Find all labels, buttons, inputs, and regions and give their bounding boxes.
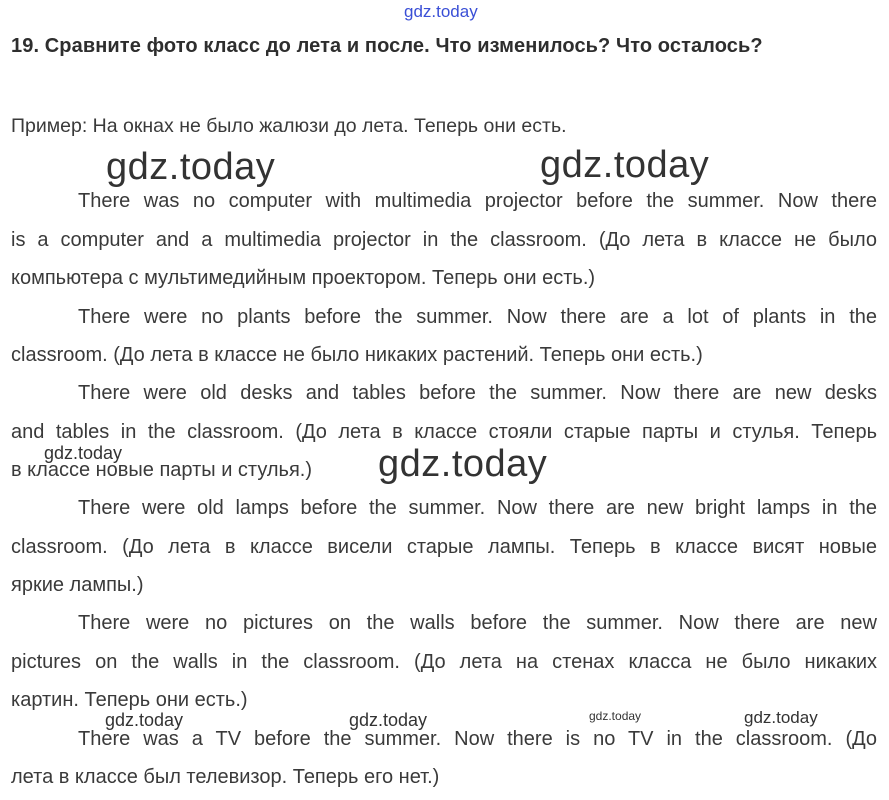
watermark-small: gdz.today — [105, 710, 184, 730]
watermark-large: gdz.today — [540, 144, 710, 186]
answer-line: There were old desks and tables before the summer. Now there are new desks — [78, 382, 877, 404]
answer-line: лета в классе был телевизор. Теперь его нет.) — [11, 766, 440, 788]
answer-line: classroom. (До лета в классе висели старые лампы. Теперь в классе висят новые — [11, 536, 877, 558]
answer-line: в классе новые парты и стулья.) — [11, 459, 313, 481]
answer-line: There was no computer with multimedia projector before the summer. Now there — [78, 190, 877, 212]
watermark-small: gdz.today — [44, 443, 123, 463]
answer-line: There were no plants before the summer. Now there are a lot of plants in the — [78, 306, 877, 328]
answer-line: There was a TV before the summer. Now there is no TV in the classroom. (До — [78, 728, 877, 750]
answer-line: and tables in the classroom. (До лета в классе стояли старые парты и стулья. Теперь — [11, 421, 877, 443]
exercise-title: 19. Сравните фото класс до лета и после. Что изменилось? Что осталось? — [11, 35, 763, 57]
watermark-large: gdz.today — [106, 146, 276, 188]
watermark-top: gdz.today — [404, 2, 478, 21]
answer-line: There were old lamps before the summer. Now there are new bright lamps in the — [78, 497, 877, 519]
example-sentence: Пример: На окнах не было жалюзи до лета. Теперь они есть. — [11, 115, 567, 137]
answer-line: classroom. (До лета в классе не было никаких растений. Теперь они есть.) — [11, 344, 703, 366]
answer-line: There were no pictures on the walls before the summer. Now there are new — [78, 612, 877, 634]
watermark-small: gdz.today — [744, 708, 818, 727]
watermark-large: gdz.today — [378, 443, 548, 485]
answer-line: компьютера с мультимедийным проектором. Теперь они есть.) — [11, 267, 596, 289]
answer-line: картин. Теперь они есть.) — [11, 689, 248, 711]
answer-line: яркие лампы.) — [11, 574, 144, 596]
answer-line: is a computer and a multimedia projector in the classroom. (До лета в классе не было — [11, 229, 877, 251]
watermark-small: gdz.today — [349, 710, 428, 730]
answer-line: pictures on the walls in the classroom. (До лета на стенах класса не было никаких — [11, 651, 877, 673]
watermark-tiny: gdz.today — [589, 709, 642, 723]
